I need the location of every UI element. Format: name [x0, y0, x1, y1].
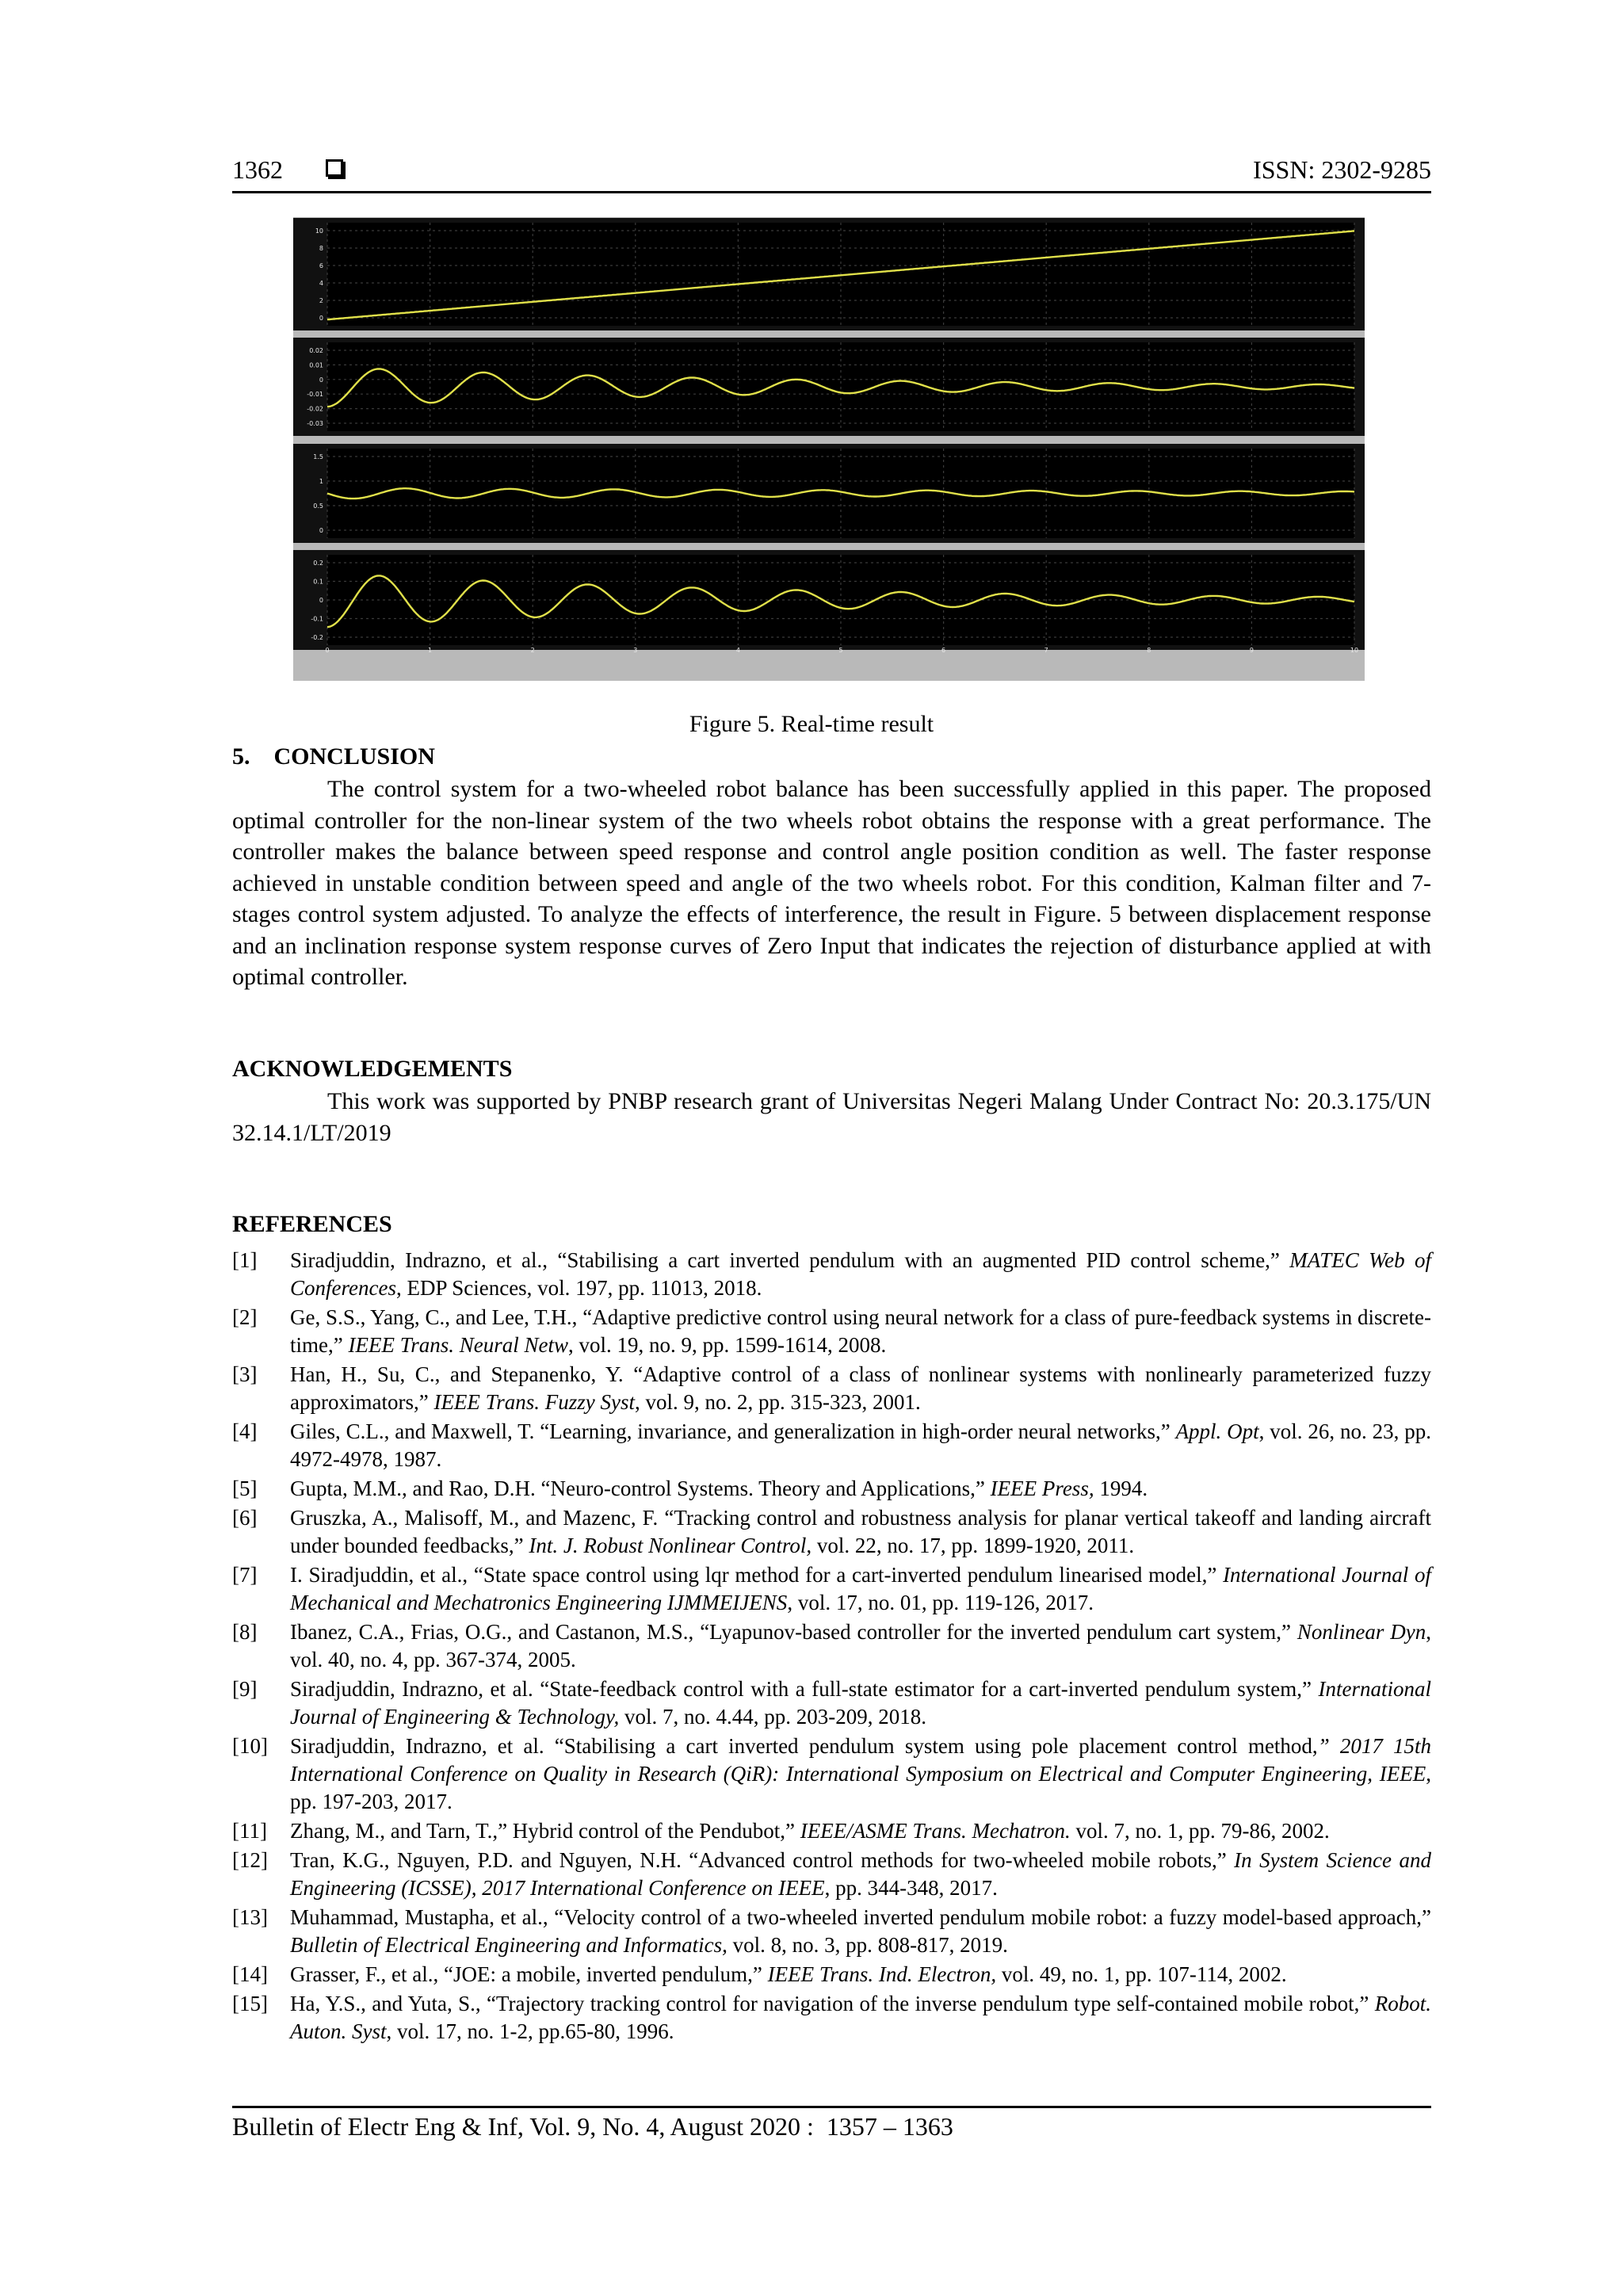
y-tick-label: -0.01	[307, 391, 323, 399]
reference-details: 1994.	[1094, 1477, 1148, 1500]
reference-venue: International Journal of Mechanical and Mechatronics Engineering IJMMEIJENS	[290, 1563, 1432, 1614]
y-tick-label: -0.03	[307, 420, 323, 427]
reference-item	[232, 1475, 1431, 1503]
reference-item	[232, 1990, 1431, 2046]
references-list	[232, 1247, 1431, 2047]
reference-number: [9]	[232, 1677, 258, 1701]
reference-item	[232, 1847, 1431, 1902]
reference-text: Gruszka, A., Malisoff, M., and Mazenc, F. “Tracking control and robustness analysis for planar vertical takeoff and landing aircraft under bounded feedbacks,”	[290, 1506, 1431, 1557]
y-tick-label: 0	[319, 376, 323, 384]
reference-text: Siradjuddin, Indrazno, et al. “Stabilising a cart inverted pendulum system using pole placement control method,	[290, 1734, 1318, 1758]
x-tick-label: 8	[1147, 647, 1151, 654]
reference-number: [10]	[232, 1734, 268, 1758]
page-number: 1362	[232, 155, 283, 184]
reference-number: [8]	[232, 1620, 258, 1644]
y-tick-label: 6	[319, 262, 323, 269]
y-tick-label: 10	[315, 227, 323, 235]
x-tick-label: 1	[428, 647, 433, 654]
footer-rule	[232, 2106, 1431, 2108]
y-tick-label: -0.2	[311, 634, 323, 641]
y-tick-label: 0.1	[313, 578, 323, 586]
reference-details: , pp. 197-203, 2017.	[290, 1762, 1431, 1813]
reference-number: [7]	[232, 1563, 258, 1587]
reference-venue: Nonlinear Dyn	[1296, 1620, 1426, 1644]
conclusion-heading: 5. CONCLUSION	[232, 743, 435, 770]
x-tick-label: 10	[1350, 647, 1359, 654]
x-tick-label: 3	[633, 647, 638, 654]
reference-number: [15]	[232, 1992, 268, 2015]
reference-number: [11]	[232, 1819, 267, 1843]
reference-details: , vol. 17, no. 1-2, pp.65-80, 1996.	[386, 2019, 674, 2043]
reference-item	[232, 1304, 1431, 1359]
reference-details: vol. 7, no. 1, pp. 79-86, 2002.	[1070, 1819, 1330, 1843]
reference-venue: ” 2017 15th International Conference on Quality in Research (QiR): International Symposium on Electrical and Computer Engineering, IEEE	[290, 1734, 1431, 1786]
reference-text: I. Siradjuddin, et al., “State space control using lqr method for a cart-inverted pendulum linearised model,”	[290, 1563, 1224, 1587]
reference-number: [13]	[232, 1905, 268, 1929]
reference-venue: MATEC Web of Conferences	[290, 1248, 1431, 1300]
square-bullet-icon	[326, 159, 343, 177]
reference-details: , vol. 26, no. 23, pp. 4972-4978, 1987.	[290, 1419, 1431, 1471]
reference-item	[232, 1504, 1431, 1560]
reference-text: Siradjuddin, Indrazno, et al., “Stabilising a cart inverted pendulum with an augmented PID control scheme,”	[290, 1248, 1290, 1272]
x-tick-label: 0	[325, 647, 330, 654]
conclusion-body: The control system for a two-wheeled robot balance has been successfully applied in this paper. The proposed optimal controller for the non-linear system of the two wheels robot obtains the response with a great performance. The controller makes the balance between speed response and control angle position condition as well. The faster response achieved in unstable condition between speed and angle of the two wheels robot. For this condition, Kalman filter and 7-stages control system adjusted. To analyze the effects of interference, the result in Figure. 5 between displacement response and an inclination response system response curves of Zero Input that indicates the rejection of disturbance applied at with optimal controller.	[232, 776, 1431, 990]
y-tick-label: 0.02	[309, 347, 323, 354]
acknowledgements-body: This work was supported by PNBP research grant of Universitas Negeri Malang Under Contract No: 20.3.175/UN 32.14.1/LT/2019	[232, 1088, 1431, 1146]
reference-item	[232, 1618, 1431, 1674]
y-tick-label: -0.1	[311, 615, 323, 623]
reference-venue: Int. J. Robust Nonlinear Control,	[529, 1534, 812, 1557]
issn: ISSN: 2302-9285	[1253, 155, 1431, 184]
acknowledgements-heading: ACKNOWLEDGEMENTS	[232, 1056, 513, 1082]
reference-text: Zhang, M., and Tarn, T.,” Hybrid control of the Pendubot,”	[290, 1819, 800, 1843]
reference-venue: International Journal of Engineering & Technology,	[290, 1677, 1431, 1729]
reference-venue: IEEE Trans. Neural Netw	[348, 1333, 568, 1357]
y-tick-label: -0.02	[307, 405, 323, 413]
reference-venue: IEEE Press,	[990, 1477, 1094, 1500]
y-tick-label: 0.01	[309, 361, 323, 369]
reference-item	[232, 1561, 1431, 1617]
reference-number: [6]	[232, 1506, 258, 1530]
reference-number: [3]	[232, 1362, 258, 1386]
reference-venue: Bulletin of Electrical Engineering and Informatics,	[290, 1933, 727, 1957]
reference-details: , vol. 17, no. 01, pp. 119-126, 2017.	[787, 1591, 1094, 1614]
reference-number: [4]	[232, 1419, 258, 1443]
reference-details: , pp. 344-348, 2017.	[824, 1876, 998, 1900]
reference-venue: IEEE/ASME Trans. Mechatron.	[800, 1819, 1071, 1843]
scope-plot	[293, 217, 1365, 681]
reference-details: vol. 8, no. 3, pp. 808-817, 2019.	[727, 1933, 1008, 1957]
reference-text: Siradjuddin, Indrazno, et al. “State-feedback control with a full-state estimator for a cart-inverted pendulum system,”	[290, 1677, 1319, 1701]
reference-details: vol. 7, no. 4.44, pp. 203-209, 2018.	[619, 1705, 926, 1729]
reference-text: Muhammad, Mustapha, et al., “Velocity control of a two-wheeled inverted pendulum mobile robot: a fuzzy model-based approach,”	[290, 1905, 1431, 1929]
reference-item	[232, 1675, 1431, 1731]
reference-number: [14]	[232, 1962, 268, 1986]
y-tick-label: 1	[319, 478, 323, 485]
reference-number: [1]	[232, 1248, 258, 1272]
y-tick-label: 0.2	[313, 560, 323, 567]
reference-text: Tran, K.G., Nguyen, P.D. and Nguyen, N.H. “Advanced control methods for two-wheeled mobile robots,”	[290, 1848, 1235, 1872]
reference-details: , EDP Sciences, vol. 197, pp. 11013, 2018.	[395, 1276, 762, 1300]
y-tick-label: 2	[319, 297, 323, 304]
y-tick-label: 4	[319, 280, 323, 287]
reference-text: Ha, Y.S., and Yuta, S., “Trajectory tracking control for navigation of the inverse pendulum type self-contained mobile robot,”	[290, 1992, 1375, 2015]
x-tick-label: 6	[941, 647, 946, 654]
y-tick-label: 0.5	[313, 502, 323, 510]
reference-venue: In System Science and Engineering (ICSSE), 2017 International Conference on IEEE	[290, 1848, 1431, 1900]
reference-text: Grasser, F., et al., “JOE: a mobile, inverted pendulum,”	[290, 1962, 768, 1986]
reference-item	[232, 1817, 1431, 1845]
reference-details: , vol. 9, no. 2, pp. 315-323, 2001.	[634, 1390, 921, 1414]
reference-text: Ge, S.S., Yang, C., and Lee, T.H., “Adaptive predictive control using neural network for a class of pure-feedback systems in discrete-time,”	[290, 1305, 1431, 1357]
reference-item	[232, 1361, 1431, 1416]
references-heading: REFERENCES	[232, 1211, 392, 1237]
reference-item	[232, 1733, 1431, 1816]
reference-number: [2]	[232, 1305, 258, 1329]
x-tick-label: 9	[1249, 647, 1254, 654]
reference-number: [12]	[232, 1848, 268, 1872]
x-tick-label: 4	[735, 647, 740, 654]
reference-text: Gupta, M.M., and Rao, D.H. “Neuro-control Systems. Theory and Applications,”	[290, 1477, 991, 1500]
x-tick-label: 5	[838, 647, 843, 654]
reference-text: Han, H., Su, C., and Stepanenko, Y. “Adaptive control of a class of nonlinear systems with nonlinearly parameterized fuzzy approximators,”	[290, 1362, 1431, 1414]
reference-details: vol. 49, no. 1, pp. 107-114, 2002.	[996, 1962, 1287, 1986]
y-tick-label: 8	[319, 245, 323, 252]
reference-venue: IEEE Trans. Fuzzy Syst	[433, 1390, 635, 1414]
reference-venue: Appl. Opt	[1175, 1419, 1259, 1443]
reference-item	[232, 1418, 1431, 1473]
reference-text: Giles, C.L., and Maxwell, T. “Learning, invariance, and generalization in high-order neural networks,”	[290, 1419, 1176, 1443]
reference-details: vol. 22, no. 17, pp. 1899-1920, 2011.	[812, 1534, 1135, 1557]
header-rule	[232, 191, 1431, 193]
figure-caption: Figure 5. Real-time result	[689, 711, 934, 737]
reference-item	[232, 1247, 1431, 1302]
footer-citation: Bulletin of Electr Eng & Inf, Vol. 9, No. 4, August 2020 : 1357 – 1363	[232, 2112, 953, 2141]
reference-details: , vol. 40, no. 4, pp. 367-374, 2005.	[290, 1620, 1431, 1671]
x-tick-label: 2	[530, 647, 535, 654]
x-tick-label: 7	[1044, 647, 1048, 654]
y-tick-label: 1.5	[313, 453, 323, 460]
reference-text: Ibanez, C.A., Frias, O.G., and Castanon, M.S., “Lyapunov-based controller for the inverted pendulum cart system,”	[290, 1620, 1297, 1644]
reference-details: , vol. 19, no. 9, pp. 1599-1614, 2008.	[568, 1333, 887, 1357]
reference-item	[232, 1961, 1431, 1988]
reference-venue: Robot. Auton. Syst	[290, 1992, 1431, 2043]
figure-5-scope	[293, 217, 1365, 681]
y-tick-label: 0	[319, 315, 323, 322]
reference-item	[232, 1904, 1431, 1959]
reference-venue: IEEE Trans. Ind. Electron,	[767, 1962, 997, 1986]
page-header	[232, 155, 1431, 193]
y-tick-label: 0	[319, 597, 323, 604]
y-tick-label: 0	[319, 527, 323, 534]
reference-number: [5]	[232, 1477, 258, 1500]
